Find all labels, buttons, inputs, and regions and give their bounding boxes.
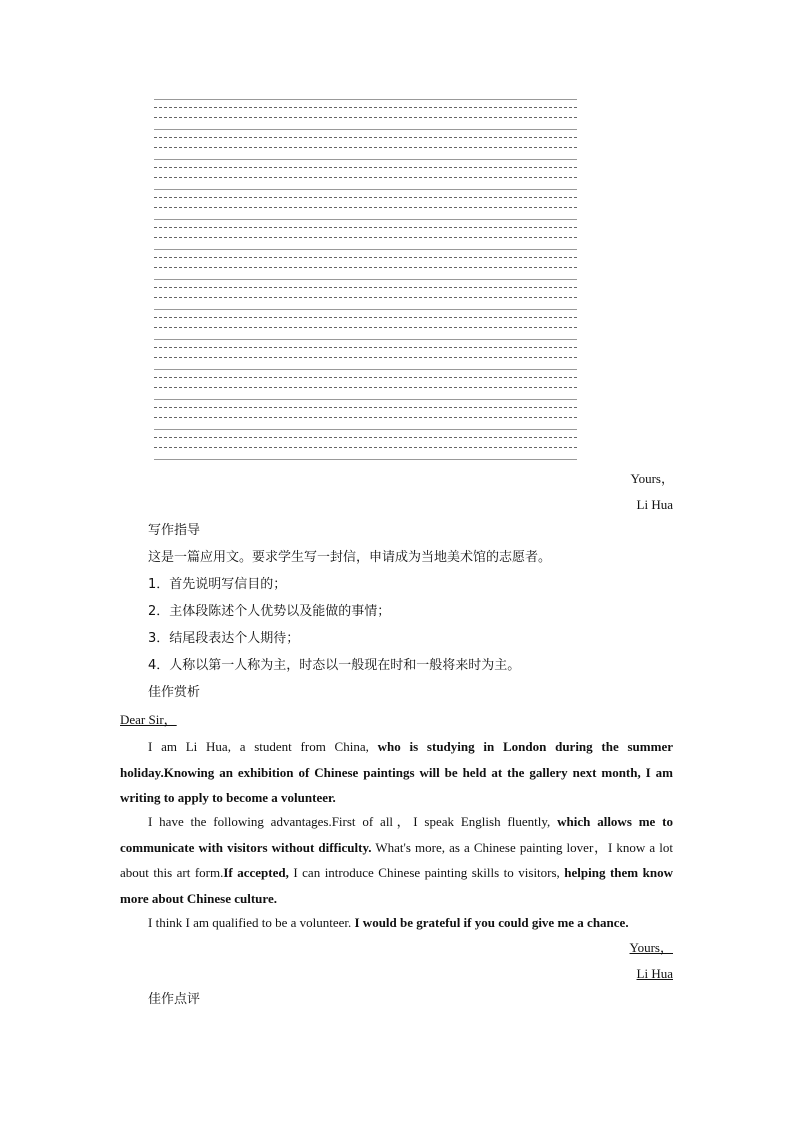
- ruled-line-solid: [154, 429, 577, 430]
- ruled-line-dashed: [154, 257, 577, 258]
- template-closing: Yours，: [630, 471, 674, 486]
- ruled-line-solid: [154, 309, 577, 310]
- ruled-line-dashed: [154, 377, 577, 378]
- writing-line-group: [154, 339, 577, 369]
- sample-signature: Li Hua: [636, 966, 673, 981]
- ruled-line-solid: [154, 459, 577, 460]
- ruled-line-dashed: [154, 137, 577, 138]
- writing-line-group: [154, 99, 577, 129]
- sample-paragraph-3: [120, 910, 673, 936]
- ruled-line-dashed: [154, 437, 577, 438]
- writing-line-group: [154, 129, 577, 159]
- p2-highlight-2: If accepted,: [223, 865, 289, 880]
- ruled-line-dashed: [154, 197, 577, 198]
- ruled-line-dashed: [154, 147, 577, 148]
- ruled-line-dashed: [154, 357, 577, 358]
- ruled-line-solid: [154, 249, 577, 250]
- ruled-line-solid: [154, 99, 577, 100]
- ruled-line-dashed: [154, 117, 577, 118]
- ruled-line-solid: [154, 399, 577, 400]
- ruled-line-solid: [154, 279, 577, 280]
- ruled-line-solid: [154, 369, 577, 370]
- writing-lines-area: [154, 99, 577, 459]
- guidance-heading: 写作指导: [148, 523, 201, 538]
- guidance-point-2: 2．主体段陈述个人优势以及能做的事情；: [148, 604, 391, 619]
- ruled-line-dashed: [154, 347, 577, 348]
- writing-line-group: [154, 219, 577, 249]
- sample-paragraph-1: [120, 734, 673, 811]
- ruled-line-dashed: [154, 207, 577, 208]
- writing-line-group: [154, 309, 577, 339]
- p2-text-3: I can introduce Chinese painting skills to visitors,: [288, 865, 565, 880]
- writing-line-group: [154, 369, 577, 399]
- template-signature: Li Hua: [636, 497, 673, 512]
- p3-text: I think I am qualified to be a volunteer.: [148, 915, 355, 930]
- ruled-line-solid: [154, 129, 577, 130]
- ruled-line-dashed: [154, 327, 577, 328]
- ruled-line-dashed: [154, 417, 577, 418]
- guidance-point-4: 4．人称以第一人称为主，时态以一般现在时和一般将来时为主。: [148, 658, 521, 673]
- writing-line-group: [154, 279, 577, 309]
- writing-line-group: [154, 189, 577, 219]
- ruled-line-dashed: [154, 317, 577, 318]
- sample-closing: Yours，: [629, 940, 673, 955]
- p1-text: I am Li Hua, a student from China,: [148, 739, 378, 754]
- p1-highlight: who is studying in London during the summer holiday.Knowing an exhibition of Chinese paintings will be held at the gallery next month, I am writing to apply to become a volunteer.: [120, 739, 673, 805]
- ruled-line-dashed: [154, 227, 577, 228]
- ruled-line-dashed: [154, 237, 577, 238]
- p2-highlight-1: which allows me to communicate with visitors without difficulty.: [120, 814, 673, 855]
- ruled-line-dashed: [154, 447, 577, 448]
- sample-heading: 佳作赏析: [148, 685, 201, 700]
- p2-highlight-3: helping them know more about Chinese culture.: [120, 865, 673, 906]
- guidance-intro: 这是一篇应用文。要求学生写一封信，申请成为当地美术馆的志愿者。: [148, 550, 552, 565]
- ruled-line-solid: [154, 159, 577, 160]
- ruled-line-dashed: [154, 287, 577, 288]
- ruled-line-dashed: [154, 167, 577, 168]
- guidance-point-3: 3．结尾段表达个人期待；: [148, 631, 300, 646]
- ruled-line-dashed: [154, 297, 577, 298]
- ruled-line-dashed: [154, 407, 577, 408]
- writing-line-group: [154, 159, 577, 189]
- sample-salutation: Dear Sir，: [120, 712, 177, 727]
- ruled-line-solid: [154, 219, 577, 220]
- ruled-line-dashed: [154, 107, 577, 108]
- ruled-line-dashed: [154, 177, 577, 178]
- guidance-point-1: 1．首先说明写信目的；: [148, 577, 287, 592]
- ruled-line-dashed: [154, 267, 577, 268]
- p3-highlight: I would be grateful if you could give me a chance.: [354, 915, 629, 930]
- p2-text-1: I have the following advantages.First of all，I speak English fluently,: [148, 814, 558, 829]
- sample-paragraph-2: [120, 809, 673, 911]
- review-heading: 佳作点评: [148, 992, 201, 1007]
- writing-line-group: [154, 249, 577, 279]
- p2-text-2: What's more, as a Chinese painting lover，I know a lot about this art form.: [120, 839, 673, 880]
- ruled-line-solid: [154, 339, 577, 340]
- writing-line-group: [154, 399, 577, 429]
- ruled-line-solid: [154, 189, 577, 190]
- writing-line-group: [154, 429, 577, 459]
- ruled-line-dashed: [154, 387, 577, 388]
